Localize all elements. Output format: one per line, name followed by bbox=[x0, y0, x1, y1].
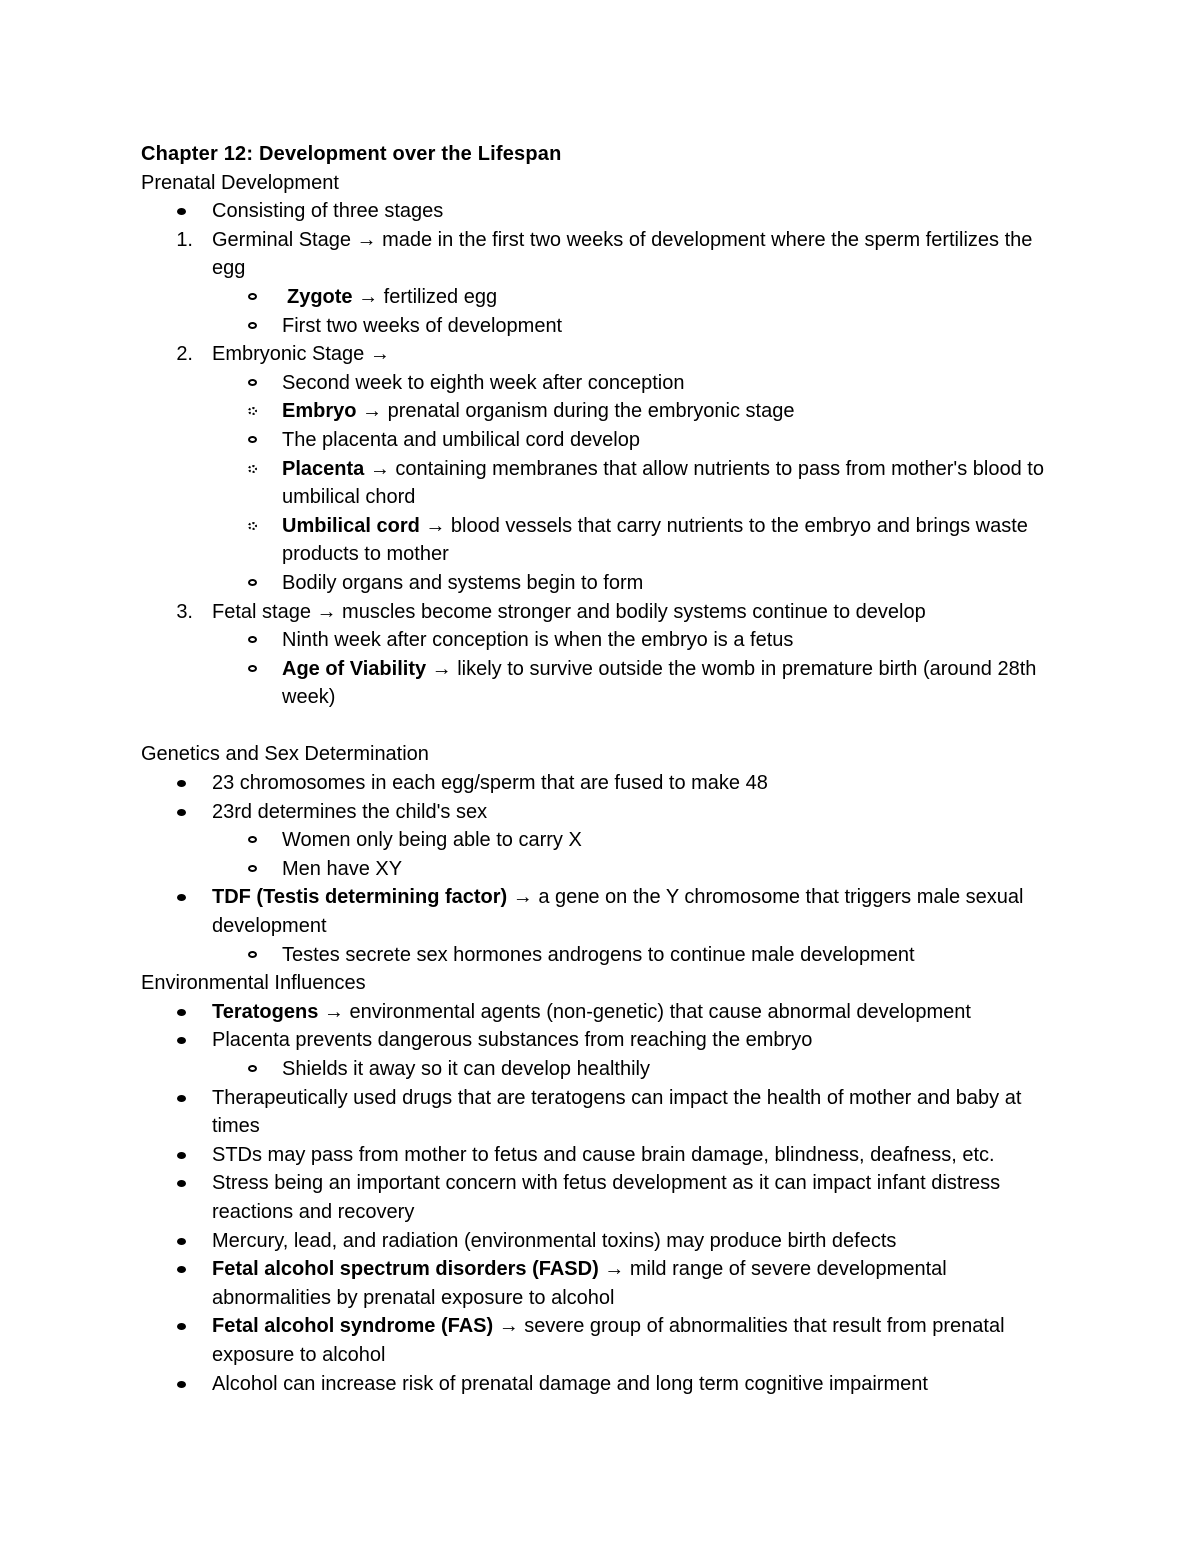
list-item bbox=[141, 1055, 1071, 1084]
list-item bbox=[141, 197, 1071, 226]
item-text: Women only being able to carry X bbox=[282, 829, 582, 852]
item-text: Germinal Stage → made in the first two weeks of development where the sperm fertilizes the egg bbox=[212, 228, 1033, 280]
item-text: The placenta and umbilical cord develop bbox=[282, 428, 640, 451]
section-heading: Genetics and Sex Determination bbox=[141, 743, 429, 766]
list-item bbox=[141, 455, 1071, 512]
item-text: → blood vessels that carry nutrients to the embryo and brings waste products to mother bbox=[282, 514, 1028, 566]
key-term: Teratogens bbox=[212, 1000, 319, 1023]
item-text: Testes secrete sex hormones androgens to continue male development bbox=[282, 943, 915, 966]
document-content bbox=[141, 140, 1071, 1398]
list-item bbox=[141, 1084, 1071, 1141]
item-text: Ninth week after conception is when the embryo is a fetus bbox=[282, 629, 794, 652]
item-text: → mild range of severe developmental abnormalities by prenatal exposure to alcohol bbox=[212, 1258, 947, 1309]
item-text: Men have XY bbox=[282, 857, 403, 880]
list-item bbox=[141, 340, 1071, 369]
item-text: 23 chromosomes in each egg/sperm that are fused to make 48 bbox=[212, 772, 768, 795]
item-text: Embryonic Stage → bbox=[212, 343, 390, 366]
list-item bbox=[141, 626, 1071, 655]
sections-container bbox=[141, 169, 1071, 1399]
key-term: Age of Viability bbox=[282, 657, 427, 680]
key-term: Placenta bbox=[282, 457, 365, 480]
list-item bbox=[141, 312, 1071, 341]
item-text: Mercury, lead, and radiation (environmental toxins) may produce birth defects bbox=[212, 1229, 897, 1252]
item-text: Second week to eighth week after conception bbox=[282, 371, 685, 394]
list-item bbox=[141, 1141, 1071, 1170]
list-item bbox=[141, 598, 1071, 627]
item-text: 23rd determines the child's sex bbox=[212, 800, 488, 823]
item-text: First two weeks of development bbox=[282, 314, 563, 337]
list-item bbox=[141, 883, 1071, 940]
list-item bbox=[141, 655, 1071, 712]
list-number: 1. bbox=[176, 228, 193, 251]
list-item bbox=[141, 226, 1071, 283]
item-text: → fertilized egg bbox=[352, 285, 498, 308]
item-text: Stress being an important concern with fetus development as it can impact infant distress reactions and recovery bbox=[212, 1172, 1001, 1223]
section-heading: Environmental Influences bbox=[141, 972, 366, 995]
list-item bbox=[141, 798, 1071, 827]
key-term: Umbilical cord bbox=[282, 514, 420, 537]
item-text: → likely to survive outside the womb in premature birth (around 28th week) bbox=[282, 657, 1037, 709]
key-term: TDF (Testis determining factor) bbox=[212, 886, 508, 909]
item-text: → severe group of abnormalities that result from prenatal exposure to alcohol bbox=[212, 1315, 1005, 1366]
key-term: Embryo bbox=[282, 400, 357, 423]
list-item bbox=[141, 426, 1071, 455]
list-item bbox=[141, 512, 1071, 569]
list-item bbox=[141, 1312, 1071, 1369]
list-item bbox=[141, 569, 1071, 598]
list-number: 3. bbox=[176, 600, 193, 623]
list-item bbox=[141, 826, 1071, 855]
item-text: STDs may pass from mother to fetus and cause brain damage, blindness, deafness, etc. bbox=[212, 1143, 995, 1166]
item-text: → a gene on the Y chromosome that triggers male sexual development bbox=[212, 886, 1024, 938]
item-text: Therapeutically used drugs that are teratogens can impact the health of mother and baby at times bbox=[212, 1086, 1022, 1138]
list-item bbox=[141, 283, 1071, 312]
key-term: Zygote bbox=[287, 285, 353, 308]
section-heading: Prenatal Development bbox=[141, 171, 339, 194]
item-text: Alcohol can increase risk of prenatal damage and long term cognitive impairment bbox=[212, 1372, 928, 1395]
page-title: Chapter 12: Development over the Lifespan bbox=[141, 143, 562, 165]
blank-line bbox=[141, 712, 1071, 741]
list-item bbox=[141, 1227, 1071, 1256]
item-text: Shields it away so it can develop healthily bbox=[282, 1058, 650, 1080]
item-text: → environmental agents (non-genetic) that cause abnormal development bbox=[318, 1000, 971, 1023]
list-item bbox=[141, 1370, 1071, 1399]
item-text: → containing membranes that allow nutrients to pass from mother's blood to umbilical chord bbox=[282, 457, 1044, 509]
list-number: 2. bbox=[176, 343, 193, 366]
list-item bbox=[141, 941, 1071, 970]
item-text: Fetal stage → muscles become stronger and bodily systems continue to develop bbox=[212, 600, 926, 623]
list-item bbox=[141, 1255, 1071, 1312]
item-text: Placenta prevents dangerous substances from reaching the embryo bbox=[212, 1029, 813, 1052]
list-item bbox=[141, 397, 1071, 426]
list-item bbox=[141, 1026, 1071, 1055]
list-item bbox=[141, 1169, 1071, 1226]
key-term: Fetal alcohol syndrome (FAS) bbox=[212, 1315, 494, 1338]
list-item bbox=[141, 769, 1071, 798]
item-text: Consisting of three stages bbox=[212, 200, 444, 223]
list-item bbox=[141, 855, 1071, 884]
key-term: Fetal alcohol spectrum disorders (FASD) bbox=[212, 1258, 599, 1281]
item-text: Bodily organs and systems begin to form bbox=[282, 571, 644, 594]
list-item bbox=[141, 369, 1071, 398]
list-item bbox=[141, 998, 1071, 1027]
item-text: → prenatal organism during the embryonic stage bbox=[356, 400, 795, 423]
